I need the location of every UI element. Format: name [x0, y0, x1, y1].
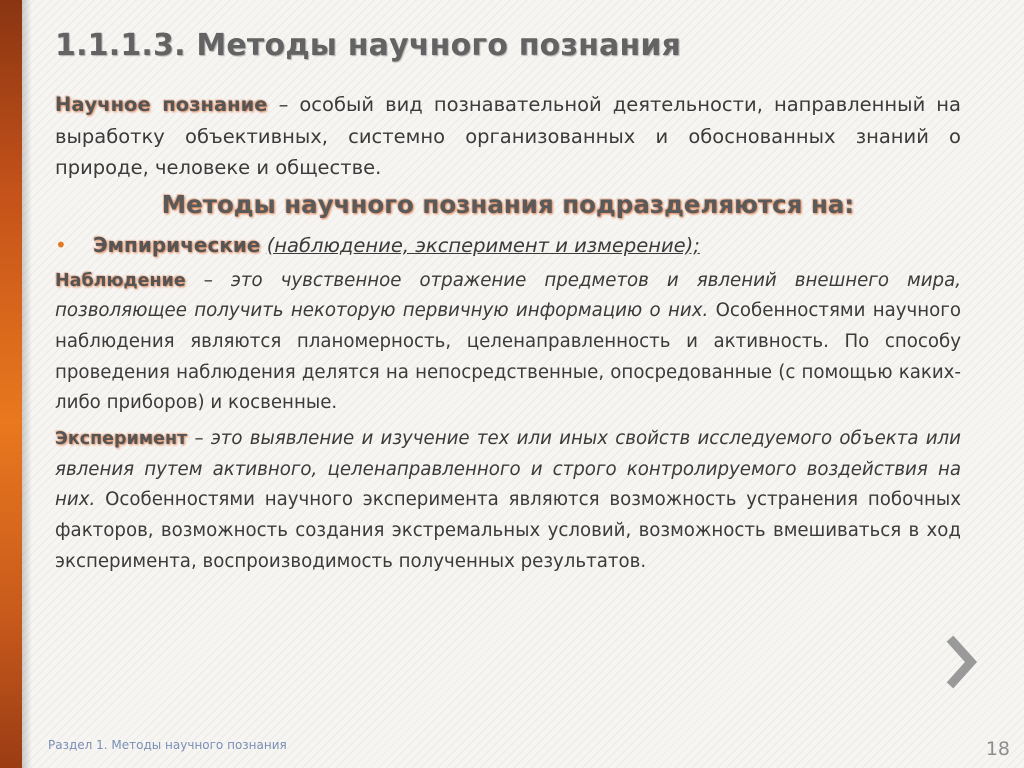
experiment-definition: это выявление и изучение тех или иных свойств исследуемого объекта или явления путем активного, целенаправленного и строго контролируемого воздействия на них.: [55, 428, 961, 511]
experiment-text: Особенностями научного эксперимента являются возможность устранения побочных факторов, возможность создания экстремальных условий, возможность вмешиваться в ход эксперимента, воспроизводимость полученных результатов.: [55, 489, 961, 572]
methods-subheading: Методы научного познания подразделяются на:: [161, 189, 855, 219]
page-number: 18: [985, 738, 1010, 760]
slide-side-bar-shadow: [22, 0, 32, 768]
observation-definition: это чувственное отражение предметов и явлений внешнего мира, позволяющее получить некоторую первичную информацию о них.: [55, 269, 961, 322]
chevron-right-icon: [937, 632, 987, 692]
definition-paragraph: [55, 89, 961, 184]
footer-section-label: Раздел 1. Методы научного познания: [48, 738, 287, 752]
slide-title: 1.1.1.3. Методы научного познания: [55, 28, 682, 63]
bullet-item-empirical: [55, 229, 961, 262]
observation-paragraph: [55, 266, 961, 420]
slide-content: [55, 89, 961, 578]
experiment-dash: –: [187, 428, 211, 450]
definition-term: Научное познание: [55, 93, 268, 116]
experiment-term: Эксперимент: [55, 429, 188, 450]
bullet-content: [93, 229, 700, 262]
slide-side-bar: [0, 0, 22, 768]
observation-text: Особенностями научного наблюдения являются планомерность, целенаправленность и активность. По способу проведения наблюдения делятся на непосредственные, опосредованные (с помощью каких-либо приборов) и косвенные.: [55, 300, 961, 414]
bullet-term: Эмпирические: [93, 232, 261, 257]
experiment-paragraph: [55, 424, 961, 578]
next-slide-button[interactable]: [937, 632, 987, 692]
observation-dash: –: [185, 269, 231, 291]
bullet-icon: •: [55, 232, 67, 257]
definition-text: – особый вид познавательной деятельности, направленный на выработку объективных, системно организованных и обоснованных знаний о природе, человеке и обществе.: [55, 93, 961, 179]
observation-term: Наблюдение: [55, 270, 186, 291]
bullet-detail: (наблюдение, эксперимент и измерение);: [266, 233, 700, 257]
